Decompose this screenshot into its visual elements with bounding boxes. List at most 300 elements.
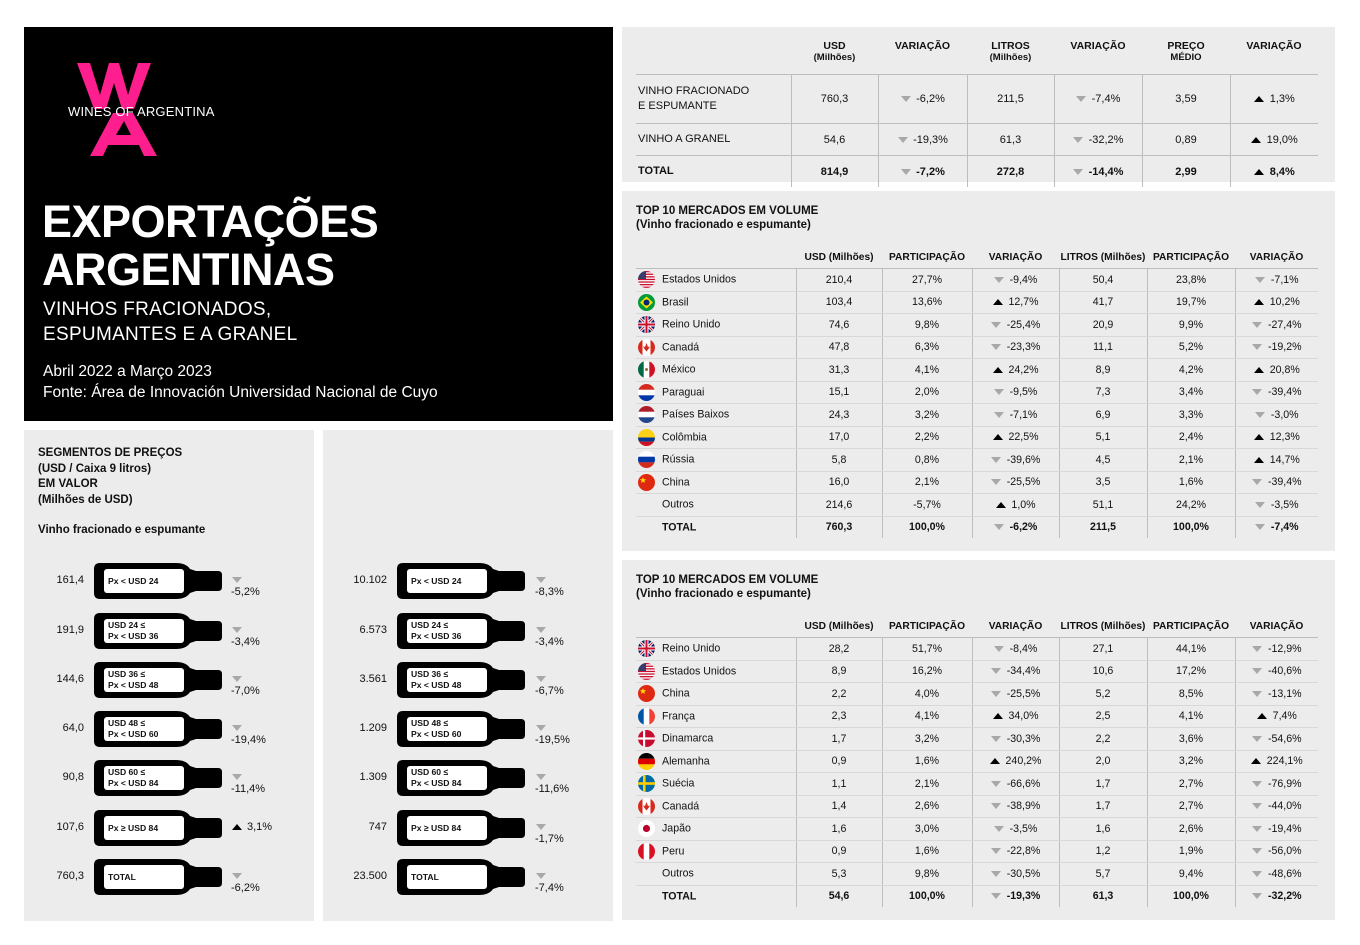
cell-value: 5,2 (1095, 687, 1111, 700)
summary-cell (1230, 75, 1318, 124)
row-label-line2: E ESPUMANTE (638, 100, 717, 112)
cell-value: 1,6 (831, 822, 847, 835)
market-cell (796, 359, 882, 382)
summary-header-label: PREÇO (1167, 40, 1205, 52)
country-cell (636, 449, 796, 472)
market-row (636, 269, 1318, 292)
markets1-table (636, 246, 1318, 538)
arrow-down-icon (900, 169, 911, 175)
arrow-up-icon (992, 299, 1003, 305)
cell-value: -76,9% (1267, 777, 1302, 790)
market-cell (1147, 750, 1235, 773)
france-flag-icon (638, 708, 655, 725)
market-cell (1147, 516, 1235, 538)
arrow-down-icon (1252, 322, 1263, 328)
arrow-down-icon (1252, 344, 1263, 350)
segment-label (407, 668, 487, 692)
country-name: Brasil (662, 296, 689, 309)
cell-value: 760,3 (825, 521, 853, 534)
cell-value: -25,5% (1006, 476, 1041, 489)
country-name: China (662, 687, 690, 700)
arrow-down-icon (535, 725, 546, 731)
segment-label (104, 668, 184, 692)
cell-value: 2,6% (914, 800, 940, 813)
cell-value: 100,0% (909, 890, 945, 903)
country-cell (636, 404, 796, 427)
segment-change (535, 722, 573, 746)
cell-value: -9,4% (1009, 273, 1038, 286)
russia-flag-icon (638, 451, 655, 468)
market-cell (1147, 638, 1235, 661)
arrow-down-icon (1255, 277, 1266, 283)
market-cell (796, 885, 882, 907)
summary-row (636, 124, 1318, 156)
market-cell (972, 449, 1059, 472)
market-row (636, 336, 1318, 359)
market-cell (1059, 471, 1147, 494)
cell-value: -19,2% (1267, 341, 1302, 354)
cell-value: -39,6% (1006, 453, 1041, 466)
cell-value: -25,4% (1006, 318, 1041, 331)
segment-value: 10.102 (353, 574, 387, 586)
market-row (636, 818, 1318, 841)
segment-change (231, 870, 274, 894)
row-label-line1: VINHO A GRANEL (638, 133, 731, 145)
market-cell (972, 269, 1059, 292)
cell-value: 100,0% (909, 521, 945, 534)
cell-value: 1,6% (1178, 476, 1204, 489)
summary-cell (1230, 156, 1318, 188)
country-cell (636, 494, 796, 517)
market-cell (1235, 773, 1318, 796)
market-row (636, 660, 1318, 683)
country-name: Alemanha (662, 755, 710, 768)
arrow-down-icon (1252, 668, 1263, 674)
page-title-line1: EXPORTAÇÕES (42, 196, 379, 247)
markets2-table (636, 615, 1318, 907)
market-cell (1147, 840, 1235, 863)
cell-value: 9,9% (1178, 318, 1204, 331)
market-cell (796, 426, 882, 449)
china-flag-icon (638, 685, 655, 702)
cell-value: 16,0 (828, 476, 850, 489)
segment-label-line1: USD 48 ≤ (108, 718, 146, 728)
market-cell (1059, 291, 1147, 314)
market-cell (1147, 773, 1235, 796)
country-cell (636, 660, 796, 683)
country-cell (636, 516, 796, 538)
cell-value: -32,2% (1267, 890, 1302, 903)
arrow-down-icon (1076, 96, 1087, 102)
market-cell (882, 359, 972, 382)
cell-value: -19,3% (913, 133, 948, 146)
summary-cell (1142, 156, 1230, 188)
denmark-flag-icon (638, 730, 655, 747)
segment-bottle (94, 563, 224, 599)
arrow-down-icon (991, 871, 1002, 877)
arrow-up-icon (1251, 758, 1262, 764)
cell-value: 211,5 (997, 93, 1024, 105)
cell-value: 24,2% (1008, 363, 1039, 376)
cell-value: 50,4 (1092, 273, 1114, 286)
market-cell (796, 773, 882, 796)
market-row (636, 683, 1318, 706)
segment-label-line2: Px < USD 36 (108, 631, 159, 641)
cell-value: 61,3 (1092, 890, 1114, 903)
market-cell (1147, 705, 1235, 728)
cell-value: 19,0% (1266, 133, 1298, 146)
segment-label-line1: Px ≥ USD 84 (108, 822, 159, 833)
market-row (636, 426, 1318, 449)
cell-value: -7,4% (1270, 521, 1299, 534)
segment-label-line1: USD 36 ≤ (108, 669, 146, 679)
market-cell (796, 795, 882, 818)
market-cell (1059, 314, 1147, 337)
cell-value: 10,2% (1269, 296, 1300, 309)
market-header: VARIAÇÃO (972, 246, 1059, 269)
summary-header (1142, 39, 1230, 75)
arrow-down-icon (231, 774, 242, 780)
market-cell (882, 885, 972, 907)
country-name: Estados Unidos (662, 273, 737, 286)
cell-value: 103,4 (825, 296, 853, 309)
summary-cell (1054, 75, 1142, 124)
country-name: Colômbia (662, 431, 707, 444)
cell-value: 3,6% (1178, 732, 1204, 745)
segment-label-line2: Px < USD 60 (411, 729, 462, 739)
segment-change-value: -6,7% (535, 685, 564, 697)
segment-bottle (94, 613, 224, 649)
segment-bottle (397, 662, 527, 698)
cell-value: 17,2% (1175, 665, 1207, 678)
arrow-up-icon (992, 367, 1003, 373)
market-cell (1235, 840, 1318, 863)
cell-value: -19,3% (1006, 890, 1041, 903)
arrow-down-icon (1255, 502, 1266, 508)
markets2-subtitle: (Vinho fracionado e espumante) (636, 588, 811, 600)
segment-value: 747 (368, 821, 387, 833)
arrow-down-icon (1073, 169, 1084, 175)
arrow-down-icon (991, 691, 1002, 697)
market-cell (972, 840, 1059, 863)
arrow-down-icon (994, 389, 1005, 395)
market-cell (1235, 404, 1318, 427)
country-name: França (662, 710, 695, 723)
segment-row (323, 810, 573, 846)
market-header: PARTICIPAÇÃO (882, 246, 972, 269)
market-cell (1235, 705, 1318, 728)
market-row (636, 314, 1318, 337)
summary-cell (1054, 124, 1142, 156)
market-header-row (636, 246, 1318, 269)
market-header: VARIAÇÃO (1235, 246, 1318, 269)
segment-change-value: -7,0% (231, 685, 260, 697)
cell-value: 1,0% (1011, 498, 1036, 511)
market-cell (1235, 728, 1318, 751)
market-cell (882, 728, 972, 751)
segment-bottle (94, 711, 224, 747)
market-cell (1147, 728, 1235, 751)
segment-change (231, 771, 274, 795)
cell-value: 8,9 (1095, 363, 1111, 376)
cell-value: 7,4% (1272, 710, 1297, 723)
segments-title (38, 446, 182, 508)
country-cell (636, 885, 796, 907)
summary-cell (967, 124, 1054, 156)
cell-value: 3,0% (914, 822, 940, 835)
cell-value: 2,7% (1178, 800, 1204, 813)
row-label-line1: VINHO FRACIONADO (638, 85, 750, 97)
mexico-flag-icon (638, 361, 655, 378)
market-cell (1235, 818, 1318, 841)
market-cell (972, 795, 1059, 818)
cell-value: -3,5% (1270, 498, 1299, 511)
cell-value: 100,0% (1173, 521, 1209, 534)
cell-value: 2,2% (914, 431, 940, 444)
segment-label (407, 717, 487, 741)
summary-header-label: USD (823, 40, 846, 52)
arrow-up-icon (990, 758, 1001, 764)
segment-change (231, 624, 274, 648)
cell-value: 2,99 (1175, 165, 1197, 178)
market-cell (796, 660, 882, 683)
germany-flag-icon (638, 753, 655, 770)
summary-header (1054, 39, 1142, 75)
market-cell (972, 773, 1059, 796)
market-cell (796, 471, 882, 494)
segments-title-line: (USD / Caixa 9 litros) (38, 462, 152, 475)
arrow-down-icon (1252, 389, 1263, 395)
cell-value: 5,2% (1178, 341, 1204, 354)
segment-change-value: -1,7% (535, 833, 564, 845)
cell-value: 8,5% (1178, 687, 1204, 700)
cell-value: 210,4 (825, 273, 853, 286)
arrow-down-icon (231, 873, 242, 879)
cell-value: 4,1% (914, 363, 940, 376)
cell-value: 0,89 (1175, 133, 1197, 146)
market-cell (882, 494, 972, 517)
arrow-down-icon (535, 577, 546, 583)
segment-change-value: 3,1% (247, 821, 273, 833)
cell-value: 74,6 (828, 318, 850, 331)
cell-value: -66,6% (1006, 777, 1041, 790)
cell-value: 1,2 (1095, 845, 1111, 858)
market-cell (882, 426, 972, 449)
segment-change (535, 624, 573, 648)
cell-value: -48,6% (1267, 867, 1302, 880)
cell-value: 5,7 (1095, 867, 1111, 880)
cell-value: 51,7% (911, 642, 943, 655)
segment-label (104, 619, 184, 643)
segment-row (24, 662, 274, 698)
market-cell (1235, 449, 1318, 472)
market-header: USD (Milhões) (796, 246, 882, 269)
market-cell (1235, 795, 1318, 818)
market-row (636, 773, 1318, 796)
arrow-down-icon (991, 322, 1002, 328)
market-cell (972, 705, 1059, 728)
uk-flag-icon (638, 640, 655, 657)
market-cell (1147, 314, 1235, 337)
country-cell (636, 773, 796, 796)
market-cell (1059, 449, 1147, 472)
cell-value: 3,2% (914, 408, 940, 421)
summary-cell (791, 156, 878, 188)
segment-change (535, 673, 573, 697)
uk-flag-icon (638, 316, 655, 333)
country-cell (636, 314, 796, 337)
markets1-heading (636, 204, 818, 232)
subtitle-line2: ESPUMANTES E A GRANEL (43, 324, 298, 345)
netherlands-flag-icon (638, 406, 655, 423)
market-cell (1059, 705, 1147, 728)
market-cell (972, 471, 1059, 494)
market-cell (882, 863, 972, 886)
arrow-up-icon (992, 434, 1003, 440)
summary-row (636, 156, 1318, 188)
segment-label-line1: USD 60 ≤ (108, 767, 146, 777)
cell-value: 224,1% (1266, 755, 1303, 768)
china-flag-icon (638, 474, 655, 491)
market-cell (1059, 404, 1147, 427)
country-name: Outros (662, 498, 694, 511)
country-cell (636, 426, 796, 449)
cell-value: 24,3 (828, 408, 850, 421)
country-cell (636, 795, 796, 818)
summary-panel (622, 27, 1335, 182)
segment-change-value: -19,4% (231, 734, 266, 746)
segment-row (24, 810, 274, 846)
cell-value: 5,3 (831, 867, 847, 880)
cell-value: 9,8% (914, 318, 940, 331)
segment-change (231, 821, 272, 833)
market-row (636, 638, 1318, 661)
paraguay-flag-icon (638, 384, 655, 401)
segment-change-value: -7,4% (535, 882, 564, 894)
market-cell (1059, 795, 1147, 818)
country-name: Japão (662, 822, 691, 835)
arrow-up-icon (1251, 137, 1262, 143)
segment-label-line2: Px < USD 84 (411, 778, 462, 788)
segment-value: 1.309 (359, 771, 387, 783)
cell-value: -44,0% (1267, 800, 1302, 813)
segment-value: 161,4 (56, 574, 84, 586)
cell-value: 4,2% (1178, 363, 1204, 376)
cell-value: -32,2% (1088, 133, 1124, 146)
cell-value: 24,2% (1175, 498, 1207, 511)
no-flag (638, 519, 655, 536)
cell-value: 3,59 (1175, 93, 1197, 105)
cell-value: 4,5 (1095, 453, 1111, 466)
market-cell (972, 885, 1059, 907)
cell-value: 11,1 (1093, 341, 1113, 354)
cell-value: 1,7 (831, 732, 847, 745)
cell-value: -7,2% (916, 165, 945, 178)
summary-header (791, 39, 878, 75)
summary-header-unit: (Milhões) (813, 52, 856, 63)
market-cell (1235, 660, 1318, 683)
market-cell (972, 291, 1059, 314)
market-total-row (636, 516, 1318, 538)
segment-change-value: -8,3% (535, 586, 564, 598)
segment-bottle (94, 810, 224, 846)
segments-title-line: SEGMENTOS DE PREÇOS (38, 447, 183, 459)
us-flag-icon (638, 663, 655, 680)
market-cell (796, 818, 882, 841)
market-row (636, 291, 1318, 314)
cell-value: -34,4% (1006, 665, 1041, 678)
summary-header-label: LITROS (991, 40, 1030, 52)
market-cell (1059, 885, 1147, 907)
segment-bottle (397, 563, 527, 599)
market-cell (882, 840, 972, 863)
segment-label-line1: USD 24 ≤ (108, 620, 146, 630)
arrow-down-icon (535, 774, 546, 780)
cell-value: 760,3 (820, 93, 849, 105)
cell-value: -30,3% (1006, 732, 1041, 745)
segment-bottle (94, 760, 224, 796)
cell-value: -5,7% (913, 498, 941, 511)
country-name: TOTAL (662, 890, 697, 903)
cell-value: -7,4% (1091, 93, 1121, 105)
market-cell (1147, 683, 1235, 706)
summary-row (636, 75, 1318, 124)
market-cell (972, 863, 1059, 886)
market-row (636, 840, 1318, 863)
cell-value: 3,4% (1178, 386, 1204, 399)
cell-value: 2,0 (1095, 755, 1111, 768)
market-header: VARIAÇÃO (1235, 615, 1318, 638)
cell-value: 2,1% (914, 777, 940, 790)
market-cell (796, 750, 882, 773)
country-cell (636, 750, 796, 773)
cell-value: -25,5% (1006, 687, 1041, 700)
country-name: Reino Unido (662, 318, 721, 331)
arrow-down-icon (991, 781, 1002, 787)
arrow-up-icon (1254, 169, 1265, 175)
brazil-flag-icon (638, 294, 655, 311)
market-header: PARTICIPAÇÃO (1147, 615, 1235, 638)
cell-value: 27,7% (911, 273, 943, 286)
no-flag (638, 888, 655, 905)
country-cell (636, 683, 796, 706)
segment-change-value: -11,6% (535, 783, 570, 795)
segment-change-value: -3,4% (535, 636, 564, 648)
cell-value: 1,1 (831, 777, 847, 790)
arrow-down-icon (1252, 803, 1263, 809)
cell-value: 41,7 (1092, 296, 1114, 309)
cell-value: 5,1 (1095, 431, 1111, 444)
segment-change (535, 771, 573, 795)
market-cell (972, 660, 1059, 683)
arrow-up-icon (995, 502, 1006, 508)
country-name: TOTAL (662, 521, 697, 534)
cell-value: 814,9 (820, 165, 849, 178)
cell-value: 54,6 (823, 133, 846, 146)
markets1-title: TOP 10 MERCADOS EM VOLUME (636, 205, 819, 217)
segment-bottle (397, 711, 527, 747)
cell-value: -40,6% (1267, 665, 1302, 678)
segment-label (104, 766, 184, 790)
segment-value: 3.561 (359, 673, 387, 685)
country-name: Outros (662, 867, 694, 880)
market-cell (972, 359, 1059, 382)
market-cell (1235, 359, 1318, 382)
summary-header (1230, 39, 1318, 75)
segment-row (24, 711, 274, 747)
cell-value: 2,1% (1178, 453, 1204, 466)
no-flag (638, 865, 655, 882)
